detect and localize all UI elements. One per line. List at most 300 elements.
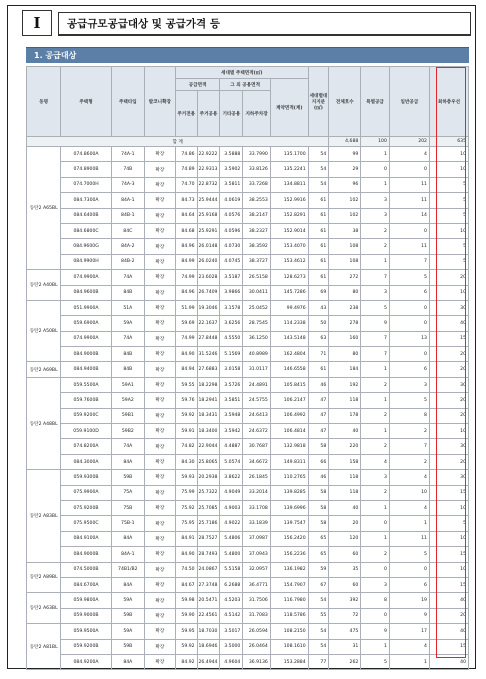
table-cell: 61 — [308, 270, 329, 285]
table-cell: 3 — [361, 285, 390, 300]
table-row — [27, 347, 469, 362]
table-cell: 71 — [308, 347, 329, 362]
table-cell: 14 — [389, 208, 429, 223]
total-row — [27, 137, 469, 147]
table-cell: 28.7527 — [197, 531, 220, 546]
table-cell: 4.9003 — [220, 500, 243, 515]
table-cell: 9 — [361, 316, 390, 331]
table-cell: 43 — [308, 300, 329, 315]
table-cell: 35 — [329, 562, 361, 577]
complex-name: 동탄2 A83BL — [27, 470, 61, 562]
table-cell: 1 — [361, 424, 390, 439]
complex-name: 동탄2 A69BL — [27, 362, 61, 377]
table-cell: 059.9100D — [61, 424, 111, 439]
table-row — [27, 516, 469, 531]
table-cell: 4.9049 — [220, 485, 243, 500]
table-cell: 059.9200C — [61, 408, 111, 423]
table-cell: 6 — [389, 285, 429, 300]
table-cell: 26.5158 — [243, 270, 270, 285]
table-cell: 1 — [361, 362, 390, 377]
table-cell: 6 — [389, 577, 429, 592]
table-cell: 60 — [329, 547, 361, 562]
table-cell: 38.3727 — [243, 254, 270, 269]
table-cell: 10 — [429, 147, 468, 162]
table-cell: 22.1637 — [197, 316, 220, 331]
table-cell: 1 — [389, 516, 429, 531]
table-cell: 6.2688 — [220, 577, 243, 592]
table-cell: 15 — [429, 331, 468, 346]
table-cell: 108.1610 — [270, 639, 308, 654]
table-cell: 074.8600A — [61, 147, 111, 162]
table-cell: 10 — [429, 162, 468, 177]
table-cell: 25.9168 — [197, 208, 220, 223]
table-row — [27, 408, 469, 423]
table-cell: 40 — [429, 593, 468, 608]
table-cell: 확장 — [144, 654, 175, 669]
table-cell: 110.2765 — [270, 470, 308, 485]
table-cell: 18.2298 — [197, 377, 220, 392]
table-cell: 74.89 — [175, 162, 197, 177]
table-cell: 4.0745 — [220, 254, 243, 269]
table-cell: 13 — [389, 331, 429, 346]
table-cell: 확장 — [144, 162, 175, 177]
table-row — [27, 316, 469, 331]
table-cell: 확장 — [144, 500, 175, 515]
table-cell: 5 — [429, 254, 468, 269]
table-cell: 3.9866 — [220, 285, 243, 300]
table-cell: 확장 — [144, 362, 175, 377]
table-cell: 확장 — [144, 624, 175, 639]
table-cell: 59.55 — [175, 377, 197, 392]
table-cell: 96 — [329, 177, 361, 192]
table-cell: 74.86 — [175, 147, 197, 162]
table-cell: 40 — [429, 654, 468, 669]
table-cell: 3 — [361, 208, 390, 223]
table-cell: 262 — [329, 654, 361, 669]
table-cell: 80 — [329, 285, 361, 300]
table-cell: 132.9818 — [270, 439, 308, 454]
table-cell: 4.9022 — [220, 516, 243, 531]
table-row — [27, 547, 469, 562]
table-cell: 59A1 — [111, 377, 144, 392]
table-cell: 084.9900H — [61, 254, 111, 269]
table-cell: 확장 — [144, 331, 175, 346]
table-cell: 3.5017 — [220, 624, 243, 639]
table-cell: 확장 — [144, 239, 175, 254]
table-cell: 46 — [308, 470, 329, 485]
table-cell: 084.9100A — [61, 531, 111, 546]
table-cell: 확장 — [144, 547, 175, 562]
table-cell: 0 — [361, 516, 390, 531]
table-cell: 118.5786 — [270, 608, 308, 623]
table-cell: 7 — [361, 270, 390, 285]
table-cell: 84.67 — [175, 577, 197, 592]
table-cell: 47 — [308, 424, 329, 439]
table-cell: 5.4800 — [220, 547, 243, 562]
table-cell: 31.5246 — [197, 347, 220, 362]
table-cell: 74A — [111, 270, 144, 285]
table-cell: 20 — [429, 347, 468, 362]
table-row — [27, 454, 469, 469]
complex-name: 동탄2 A63BL — [27, 593, 61, 624]
table-cell: 38.3592 — [243, 239, 270, 254]
header-other-area: 그 외 공용면적 — [220, 79, 270, 91]
table-cell: 0 — [361, 562, 390, 577]
table-cell: 84A — [111, 654, 144, 669]
table-row — [27, 223, 469, 238]
table-cell: 20 — [429, 454, 468, 469]
table-cell: 59A — [111, 593, 144, 608]
table-cell: 5 — [429, 177, 468, 192]
table-cell: 67 — [308, 577, 329, 592]
table-cell: 51.99 — [175, 300, 197, 315]
table-cell: 7 — [389, 254, 429, 269]
table-cell: 59.91 — [175, 424, 197, 439]
table-cell: 33.7268 — [243, 177, 270, 192]
table-cell: 106.4814 — [270, 424, 308, 439]
table-cell: 0 — [389, 162, 429, 177]
table-cell: 66 — [308, 454, 329, 469]
table-row — [27, 424, 469, 439]
total-label: 합 계 — [27, 137, 329, 147]
table-cell: 26.0240 — [197, 254, 220, 269]
complex-name: 동탄2 A50BL — [27, 300, 61, 362]
table-cell: 084.9200A — [61, 654, 111, 669]
table-cell: 84A — [111, 577, 144, 592]
table-cell: 84.68 — [175, 223, 197, 238]
table-cell: 075.9500C — [61, 516, 111, 531]
table-cell: 확장 — [144, 270, 175, 285]
table-row — [27, 377, 469, 392]
table-cell: 9 — [361, 624, 390, 639]
table-cell: 26.0464 — [243, 639, 270, 654]
table-cell: 059.5500A — [61, 377, 111, 392]
table-cell: 152.8291 — [270, 208, 308, 223]
table-cell: 74A — [111, 439, 144, 454]
table-cell: 15 — [429, 639, 468, 654]
table-cell: 61 — [308, 223, 329, 238]
table-cell: 2 — [389, 424, 429, 439]
table-cell: 74.50 — [175, 562, 197, 577]
supply-table — [26, 66, 469, 670]
table-cell: 108 — [329, 254, 361, 269]
table-row — [27, 593, 469, 608]
table-cell: 확장 — [144, 485, 175, 500]
header-extension: 발코니확장 — [144, 67, 175, 137]
table-cell: 5 — [389, 547, 429, 562]
table-cell: 25.7186 — [197, 516, 220, 531]
total-special-b-value: 202 — [389, 137, 429, 147]
table-cell: 40 — [429, 624, 468, 639]
table-cell: 4.0596 — [220, 223, 243, 238]
table-cell: 2 — [361, 377, 390, 392]
table-row — [27, 531, 469, 546]
table-cell: 확장 — [144, 393, 175, 408]
table-cell: 139.6996 — [270, 500, 308, 515]
table-cell: 2 — [361, 239, 390, 254]
table-cell: 23.6028 — [197, 270, 220, 285]
table-cell: 136.1982 — [270, 562, 308, 577]
table-cell: 75.99 — [175, 485, 197, 500]
table-cell: 59A — [111, 624, 144, 639]
table-cell: 60 — [329, 577, 361, 592]
table-cell: 72 — [329, 608, 361, 623]
table-cell: 75.95 — [175, 516, 197, 531]
table-cell: 59.76 — [175, 393, 197, 408]
table-cell: 38.2147 — [243, 208, 270, 223]
table-row — [27, 562, 469, 577]
table-cell: 24.5755 — [243, 393, 270, 408]
table-cell: 84.30 — [175, 454, 197, 469]
table-cell: 5 — [361, 300, 390, 315]
table-cell: 확장 — [144, 347, 175, 362]
table-cell: 10 — [429, 562, 468, 577]
table-cell: 084.6400B — [61, 208, 111, 223]
table-row — [27, 485, 469, 500]
table-cell: 3 — [389, 377, 429, 392]
table-cell: 59.93 — [175, 470, 197, 485]
table-cell: 59B — [111, 470, 144, 485]
table-cell: 29 — [329, 162, 361, 177]
table-row — [27, 654, 469, 669]
table-cell: 31.7506 — [243, 593, 270, 608]
table-cell: 084.9600G — [61, 239, 111, 254]
table-row — [27, 208, 469, 223]
table-cell: 4 — [389, 500, 429, 515]
table-cell: 3.5000 — [220, 639, 243, 654]
table-cell: 46 — [308, 377, 329, 392]
table-cell: 4.5203 — [220, 593, 243, 608]
table-cell: 33.2014 — [243, 485, 270, 500]
table-cell: 4.4887 — [220, 439, 243, 454]
table-cell: 184 — [329, 362, 361, 377]
table-cell: 30 — [429, 470, 468, 485]
table-cell: 5 — [361, 654, 390, 669]
table-cell: 37.0943 — [243, 547, 270, 562]
table-row — [27, 270, 469, 285]
table-cell: 확장 — [144, 254, 175, 269]
table-cell: 31 — [329, 639, 361, 654]
table-cell: 25.7085 — [197, 500, 220, 515]
table-cell: 25.8065 — [197, 454, 220, 469]
table-cell: 059.9000B — [61, 608, 111, 623]
table-row — [27, 162, 469, 177]
table-cell: 19.3046 — [197, 300, 220, 315]
table-cell: 30 — [429, 439, 468, 454]
table-cell: 1 — [361, 147, 390, 162]
table-cell: 2 — [361, 485, 390, 500]
table-cell: 084.9400B — [61, 362, 111, 377]
header-model: 주택형 — [61, 67, 111, 137]
table-cell: 149.8311 — [270, 454, 308, 469]
header-supply-area: 공급면적 — [175, 79, 220, 91]
table-cell: 84.64 — [175, 208, 197, 223]
table-cell: 162.4804 — [270, 347, 308, 362]
table-cell: 8 — [361, 593, 390, 608]
table-cell: 4 — [389, 639, 429, 654]
table-cell: 25.7322 — [197, 485, 220, 500]
table-cell: 3.1578 — [220, 300, 243, 315]
table-cell: 1 — [361, 177, 390, 192]
table-cell: 59A2 — [111, 393, 144, 408]
table-cell: 84.99 — [175, 254, 197, 269]
table-cell: 74A-1 — [111, 147, 144, 162]
table-cell: 192 — [329, 377, 361, 392]
table-cell: 74.70 — [175, 177, 197, 192]
table-cell: 2 — [389, 454, 429, 469]
table-cell: 30 — [429, 300, 468, 315]
table-cell: 074.9900A — [61, 331, 111, 346]
table-cell: 22.9313 — [197, 162, 220, 177]
table-cell: 38.2327 — [243, 223, 270, 238]
table-cell: 27.6883 — [197, 362, 220, 377]
table-cell: 084.9000B — [61, 547, 111, 562]
table-cell: 18.3431 — [197, 408, 220, 423]
table-cell: 59.98 — [175, 593, 197, 608]
table-cell: 26.0148 — [197, 239, 220, 254]
table-cell: 059.7600B — [61, 393, 111, 408]
table-cell: 153.4612 — [270, 254, 308, 269]
table-cell: 59B2 — [111, 424, 144, 439]
table-cell: 22.8732 — [197, 177, 220, 192]
table-cell: 059.9800A — [61, 593, 111, 608]
table-cell: 084.7300A — [61, 193, 111, 208]
table-cell: 65 — [308, 531, 329, 546]
table-cell: 075.9200B — [61, 500, 111, 515]
table-cell: 152.9916 — [270, 193, 308, 208]
table-cell: 74.82 — [175, 439, 197, 454]
table-cell: 26.0594 — [243, 624, 270, 639]
table-cell: 65 — [308, 547, 329, 562]
table-cell: 3.5811 — [220, 177, 243, 192]
table-cell: 3.0158 — [220, 362, 243, 377]
table-cell: 55 — [308, 608, 329, 623]
table-cell: 074.8900B — [61, 162, 111, 177]
section-title: 공급규모공급대상 및 공급가격 등 — [58, 12, 471, 36]
table-cell: 59A — [111, 316, 144, 331]
table-cell: 4.5142 — [220, 608, 243, 623]
table-cell: 152.9014 — [270, 223, 308, 238]
table-row — [27, 193, 469, 208]
table-cell: 074.5000B — [61, 562, 111, 577]
table-cell: 25.9444 — [197, 193, 220, 208]
table-cell: 3.5888 — [220, 147, 243, 162]
table-cell: 74.99 — [175, 270, 197, 285]
table-cell: 58 — [308, 516, 329, 531]
table-row — [27, 639, 469, 654]
table-row — [27, 624, 469, 639]
table-cell: 31.0117 — [243, 362, 270, 377]
table-cell: 58 — [308, 485, 329, 500]
table-cell: 19 — [389, 593, 429, 608]
table-cell: 143.5148 — [270, 331, 308, 346]
table-cell: 116.7980 — [270, 593, 308, 608]
table-cell: 34.6672 — [243, 454, 270, 469]
table-cell: 84.96 — [175, 239, 197, 254]
table-cell: 075.9900A — [61, 485, 111, 500]
table-cell: 10 — [429, 500, 468, 515]
table-cell: 20 — [429, 393, 468, 408]
table-cell: 59.92 — [175, 639, 197, 654]
table-cell: 확장 — [144, 177, 175, 192]
table-cell: 475 — [329, 624, 361, 639]
table-cell: 54 — [308, 624, 329, 639]
table-cell: 160 — [329, 331, 361, 346]
table-cell: 40.8989 — [243, 347, 270, 362]
table-cell: 3 — [361, 470, 390, 485]
table-cell: 74B1/B2 — [111, 562, 144, 577]
table-cell: 18.2941 — [197, 393, 220, 408]
table-cell: 11 — [389, 193, 429, 208]
table-cell: 1 — [389, 654, 429, 669]
table-cell: 75B — [111, 500, 144, 515]
table-cell: 4.5550 — [220, 331, 243, 346]
table-cell: 7 — [361, 331, 390, 346]
table-cell: 75B-1 — [111, 516, 144, 531]
header-common: 주거공용 — [197, 91, 220, 137]
table-cell: 11 — [389, 531, 429, 546]
table-cell: 108 — [329, 239, 361, 254]
header-area-group: 세대별 주택면적(㎡) — [175, 67, 308, 79]
table-cell: 074.8200A — [61, 439, 111, 454]
table-cell: 69 — [308, 285, 329, 300]
header-other: 기타공용 — [220, 91, 243, 137]
table-cell: 4 — [361, 454, 390, 469]
table-cell: 74A — [111, 331, 144, 346]
table-cell: 059.9300B — [61, 470, 111, 485]
table-cell: 139.7547 — [270, 516, 308, 531]
header-total-units: 전체호수 — [329, 67, 361, 137]
table-cell: 99.4976 — [270, 300, 308, 315]
table-cell: 11 — [389, 177, 429, 192]
table-cell: 99 — [329, 147, 361, 162]
table-cell: 확장 — [144, 316, 175, 331]
table-cell: 3 — [361, 193, 390, 208]
table-cell: 146.6558 — [270, 362, 308, 377]
table-row — [27, 331, 469, 346]
complex-name: 동탄2 A89BL — [27, 562, 61, 593]
table-cell: 84B — [111, 285, 144, 300]
table-cell: 4.0619 — [220, 193, 243, 208]
table-cell: 확장 — [144, 408, 175, 423]
table-cell: 5.1569 — [220, 347, 243, 362]
table-cell: 59.92 — [175, 408, 197, 423]
header-type: 주택타입 — [111, 67, 144, 137]
table-cell: 114.2338 — [270, 316, 308, 331]
table-cell: 15 — [429, 485, 468, 500]
table-cell: 059.6900A — [61, 316, 111, 331]
table-cell: 2 — [361, 547, 390, 562]
table-cell: 120 — [329, 531, 361, 546]
table-cell: 134.8811 — [270, 177, 308, 192]
table-cell: 2 — [361, 223, 390, 238]
header-land-share: 세대별대지지분(㎡) — [308, 67, 329, 137]
table-cell: 084.6800C — [61, 223, 111, 238]
table-cell: 22.9044 — [197, 439, 220, 454]
table-cell: 28.7493 — [197, 547, 220, 562]
table-cell: 18.6946 — [197, 639, 220, 654]
table-cell: 145.7286 — [270, 285, 308, 300]
table-cell: 10 — [429, 424, 468, 439]
total-highlight-value: 635 — [429, 137, 468, 147]
table-cell: 74B — [111, 162, 144, 177]
table-cell: 3 — [361, 577, 390, 592]
table-cell: 54 — [308, 162, 329, 177]
table-cell: 4 — [389, 147, 429, 162]
table-cell: 5 — [429, 516, 468, 531]
table-cell: 24.4891 — [243, 377, 270, 392]
table-cell: 30 — [429, 377, 468, 392]
